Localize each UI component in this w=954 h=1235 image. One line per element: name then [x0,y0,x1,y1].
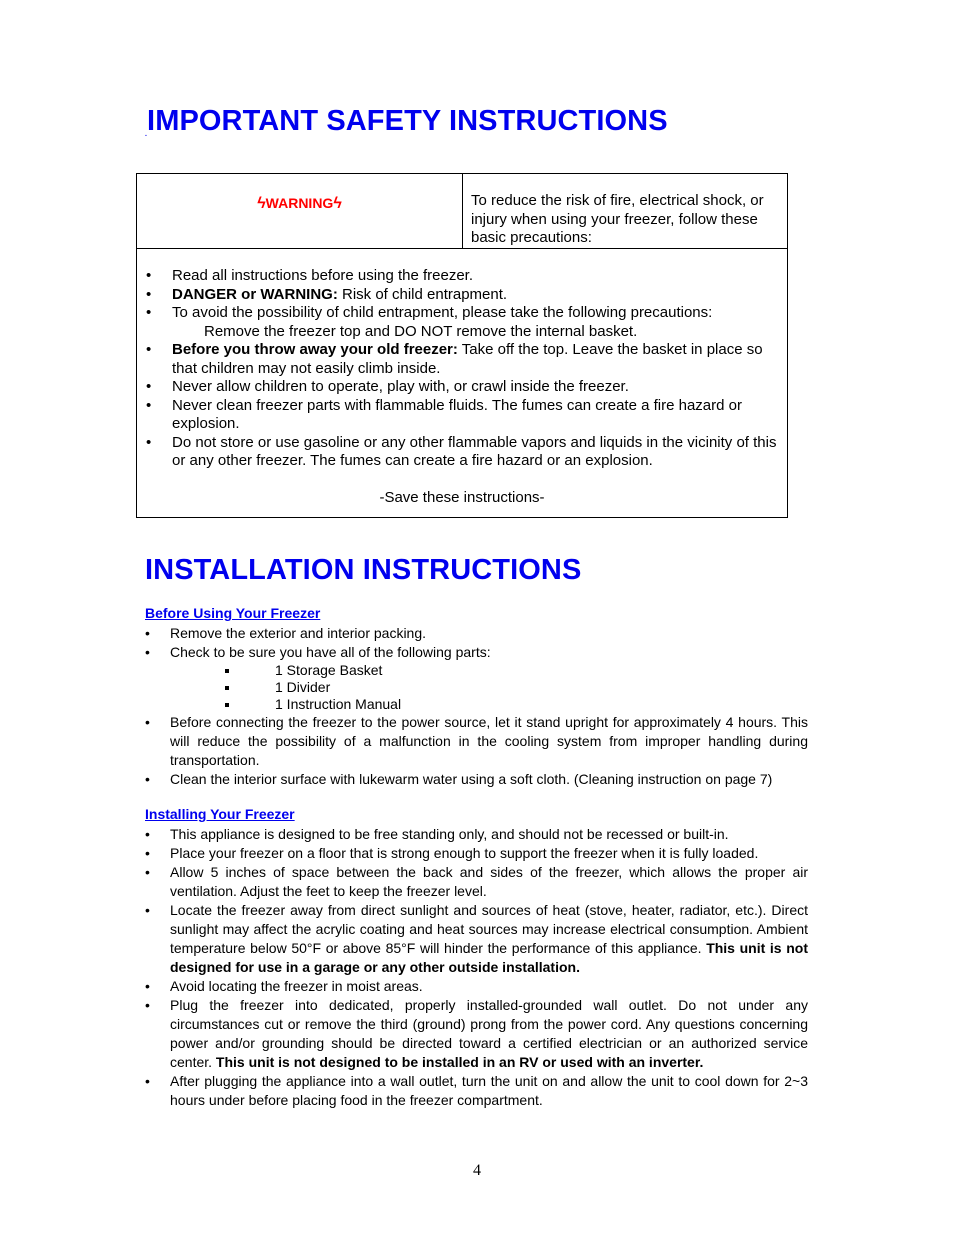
before-using-section [145,604,808,789]
safety-list [147,267,777,471]
list-item: • To avoid the possibility of child entrapment, please take the following precautions: Remove the freezer top and DO NOT remove the internal basket. [147,304,777,341]
warning-label: ϟWARNINGϟ [257,195,342,212]
warning-text: To reduce the risk of fire, electrical shock, or injury when using your freezer, follow these basic precautions: [471,192,764,246]
list-item: • Locate the freezer away from direct sunlight and sources of heat (stove, heater, radiator, etc.). Direct sunlight may affect the acrylic coating and heat sources may increase electrical consumption. Ambient temperature below 50°F or above 85°F will hinder the performance of this appliance. This unit is not designed for use in a garage or any other outside installation. [145,901,808,977]
installing-heading: Installing Your Freezer [145,806,295,822]
installation-title: INSTALLATION INSTRUCTIONS [145,554,582,586]
part-item: 1 Divider [225,679,808,696]
list-item: • Do not store or use gasoline or any other flammable vapors and liquids in the vicinity of this or any other freezer. The fumes can create a fire hazard or an explosion. [147,434,777,471]
safety-title: .IMPORTANT SAFETY INSTRUCTIONS [145,105,668,138]
list-item: • Read all instructions before using the freezer. [147,267,777,286]
list-item: • Check to be sure you have all of the following parts: 1 Storage Basket 1 Divider 1 Instruction Manual [145,643,808,713]
lightning-icon: ϟ [333,195,342,212]
list-item: • Clean the interior surface with lukewarm water using a soft cloth. (Cleaning instruction on page 7) [145,770,808,789]
before-using-heading: Before Using Your Freezer [145,605,321,621]
installing-section [145,805,808,1110]
warning-box [136,173,788,518]
page-number: 4 [473,1162,481,1179]
safety-body [137,249,788,518]
list-item: • DANGER or WARNING: Risk of child entrapment. [147,286,777,305]
lightning-icon: ϟ [257,195,266,212]
save-instructions-note: -Save these instructions- [379,488,545,506]
warning-text-cell [463,174,788,249]
list-item: • Before you throw away your old freezer: Take off the top. Leave the basket in place so that children may not easily climb inside. [147,341,777,378]
list-item: • Plug the freezer into dedicated, properly installed-grounded wall outlet. Do not under any circumstances cut or remove the third (ground) prong from the power cord. Any questions concerning power and/or grounding should be directed toward a certified electrician or an authorized service center. This unit is not designed to be installed in an RV or used with an inverter. [145,996,808,1072]
list-item: • This appliance is designed to be free standing only, and should not be recessed or built-in. [145,825,808,844]
parts-list [170,662,808,713]
part-item: 1 Instruction Manual [225,696,808,713]
list-item: • Allow 5 inches of space between the back and sides of the freezer, which allows the proper air ventilation. Adjust the feet to keep the freezer level. [145,863,808,901]
warning-header-cell [137,174,463,249]
list-item: • Avoid locating the freezer in moist areas. [145,977,808,996]
list-item: • Before connecting the freezer to the power source, let it stand upright for approximately 4 hours. This will reduce the possibility of a malfunction in the cooling system from improper handling during transportation. [145,713,808,770]
list-item: • Remove the exterior and interior packing. [145,624,808,643]
list-item: • Never clean freezer parts with flammable fluids. The fumes can create a fire hazard or explosion. [147,397,777,434]
list-item: • After plugging the appliance into a wall outlet, turn the unit on and allow the unit to cool down for 2~3 hours under before placing food in the freezer compartment. [145,1072,808,1110]
part-item: 1 Storage Basket [225,662,808,679]
list-item: • Never allow children to operate, play with, or crawl inside the freezer. [147,378,777,397]
list-item: • Place your freezer on a floor that is strong enough to support the freezer when it is fully loaded. [145,844,808,863]
